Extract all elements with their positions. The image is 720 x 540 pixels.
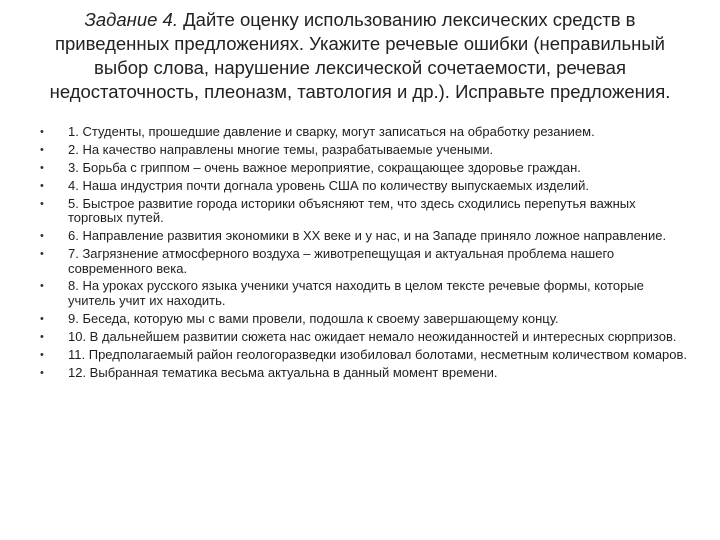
task-title xyxy=(40,8,680,104)
list-item xyxy=(40,247,690,276)
sentence-text: 5. Быстрое развитие города историки объясняют тем, что здесь сходились перепутья важных торговых путей. xyxy=(68,195,636,226)
sentence-text: 3. Борьба с гриппом – очень важное мероприятие, сокращающее здоровье граждан. xyxy=(68,159,581,175)
list-item xyxy=(40,143,690,158)
list-item xyxy=(40,179,690,194)
bullet-icon: • xyxy=(40,280,44,293)
sentence-text: 11. Предполагаемый район геологоразведки изобиловал болотами, несметным количеством комаров. xyxy=(68,346,688,362)
bullet-icon: • xyxy=(40,126,44,138)
list-item xyxy=(40,229,690,244)
bullet-icon: • xyxy=(40,348,44,361)
sentence-list xyxy=(40,125,690,383)
list-item xyxy=(40,161,690,176)
sentence-text: 8. На уроках русского языка ученики учатся находить в целом тексте речевые формы, которые учитель учит их находить. xyxy=(68,278,644,309)
sentence-text: 7. Загрязнение атмосферного воздуха – животрепещущая и актуальная проблема нашего современного века. xyxy=(68,245,615,276)
list-item xyxy=(40,348,690,363)
sentence-text: 12. Выбранная тематика весьма актуальна в данный момент времени. xyxy=(68,364,498,380)
sentence-text: 2. На качество направлены многие темы, разрабатываемые учеными. xyxy=(68,141,494,157)
bullet-icon: • xyxy=(40,143,44,156)
bullet-icon: • xyxy=(40,179,44,192)
bullet-icon: • xyxy=(40,247,44,260)
bullet-icon: • xyxy=(40,330,44,343)
bullet-icon: • xyxy=(40,312,44,325)
list-item xyxy=(40,197,690,226)
sentence-text: 9. Беседа, которую мы с вами провели, подошла к своему завершающему концу. xyxy=(68,310,559,326)
sentence-text: 6. Направление развития экономики в XX веке и у нас, и на Западе приняло ложное направление. xyxy=(68,228,667,244)
list-item xyxy=(40,125,690,140)
list-item xyxy=(40,330,690,345)
bullet-icon: • xyxy=(40,197,44,210)
list-item xyxy=(40,312,690,327)
bullet-icon: • xyxy=(40,161,44,174)
bullet-icon: • xyxy=(40,230,44,243)
list-item xyxy=(40,279,690,308)
sentence-text: 10. В дальнейшем развитии сюжета нас ожидает немало неожиданностей и интересных сюрпризов. xyxy=(68,328,677,344)
sentence-text: 4. Наша индустрия почти догнала уровень США по количеству выпускаемых изделий. xyxy=(68,177,589,193)
task-label: Задание 4. xyxy=(84,9,178,30)
bullet-icon: • xyxy=(40,366,44,379)
task-instructions: Дайте оценку использованию лексических средств в приведенных предложениях. Укажите речевые ошибки (неправильный выбор слова, нарушение лексической сочетаемости, речевая недостаточность, плеоназм, тавтология и др.). Исправьте предложения. xyxy=(49,9,671,102)
sentence-text: 1. Студенты, прошедшие давление и сварку, могут записаться на обработку резанием. xyxy=(68,124,595,139)
list-item xyxy=(40,366,690,381)
